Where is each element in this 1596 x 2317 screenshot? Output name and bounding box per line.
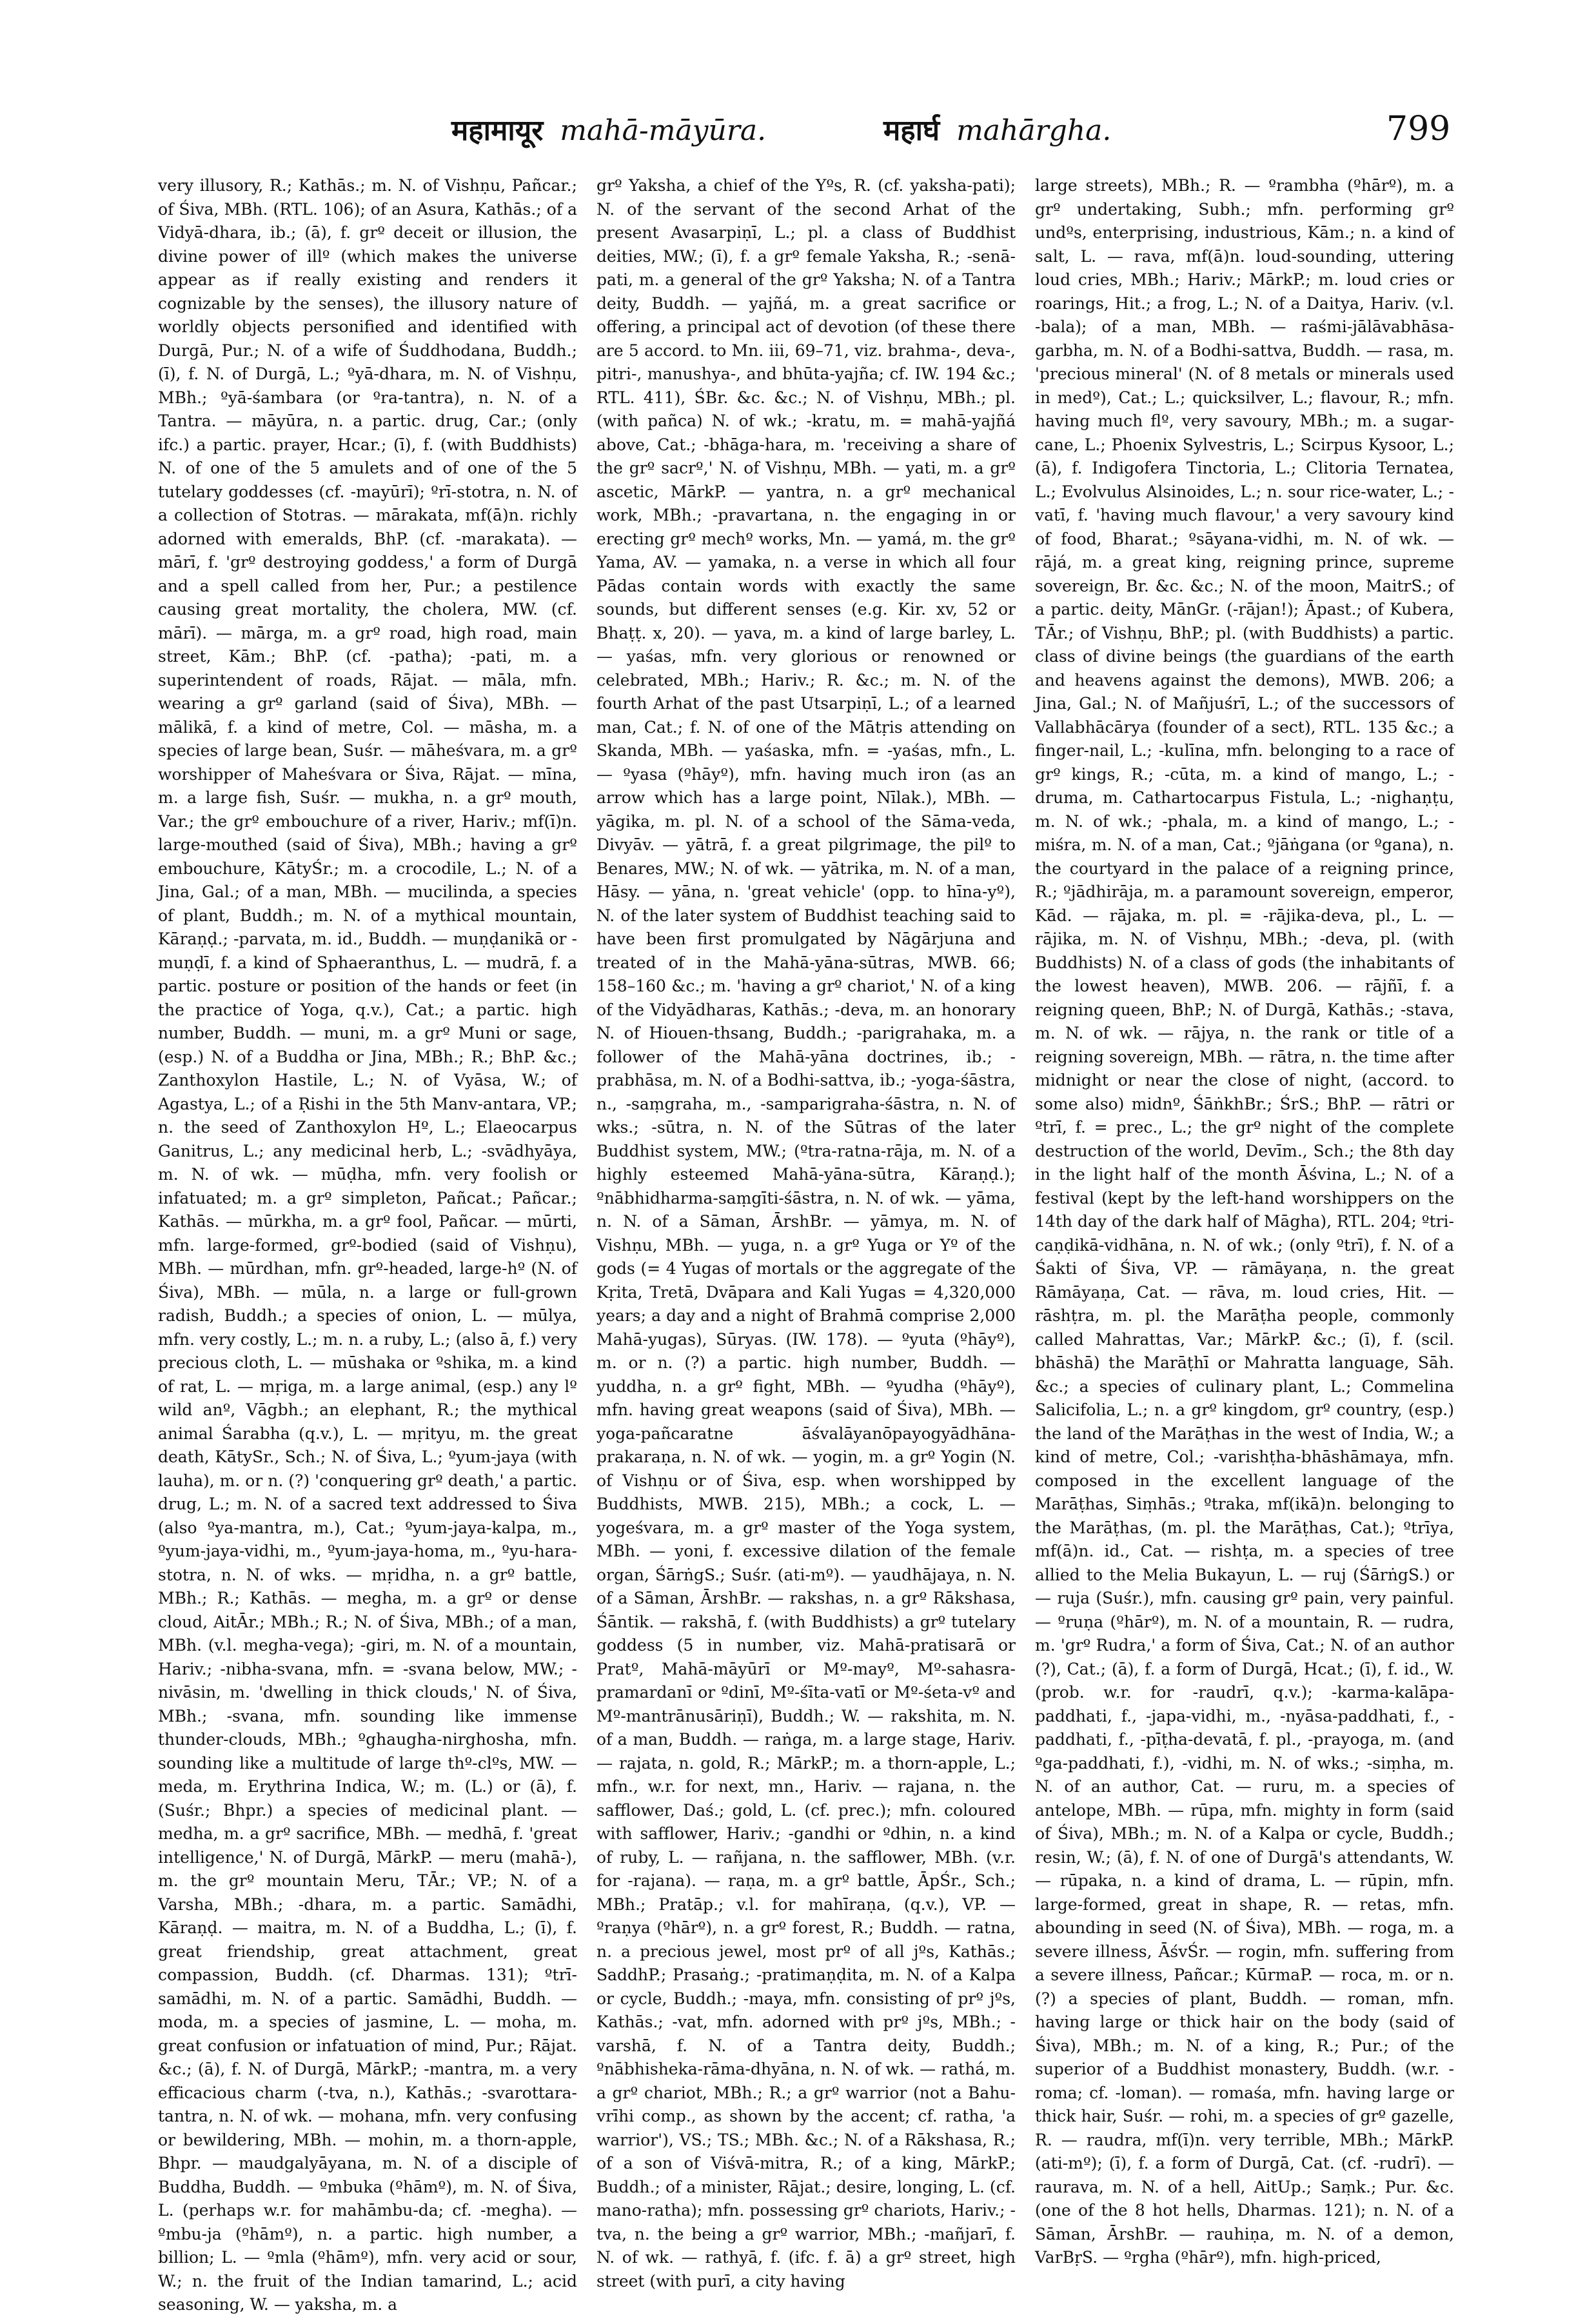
running-head-left-devanagari: महामायूर (451, 114, 544, 147)
running-head-left (451, 110, 766, 148)
column-3-text: large streets), MBh.; R. — ºrambha (ºhārº), m. a grº undertaking, Subh.; mfn. performing grº undºs, enterprising, industrious, Kām.; n. a kind of salt, L. — rava, mf(ā)n. loud-sounding, uttering loud cries, MBh.; Hariv.; MārkP.; m. loud cries or roarings, Hit.; a frog, L.; N. of a Daitya, Hariv. (v.l. -bala); of a man, MBh. — raśmi-jālāvabhāsa-garbha, m. N. of a Bodhi-sattva, Buddh. — rasa, m. 'precious mineral' (N. of 8 metals or minerals used in medº), Cat.; L.; quicksilver, L.; flavour, R.; mfn. having much flº, very savoury, MBh.; m. a sugar-cane, L.; Phoenix Sylvestris, L.; Scirpus Kysoor, L.; (ā), f. Indigofera Tinctoria, L.; Clitoria Ternatea, L.; Evolvulus Alsinoides, L.; n. sour rice-water, L.; -vatī, f. 'having much flavour,' a very savoury kind of food, Bharat.; ºsāyana-vidhi, m. N. of wk. — rājá, m. a great king, reigning prince, supreme sovereign, Br. &c. &c.; N. of the moon, MaitrS.; of a partic. deity, MānGr. (-rājan!); Āpast.; of Kubera, TĀr.; of Vishṇu, BhP.; pl. (with Buddhists) a partic. class of divine beings (the guardians of the earth and heavens against the demons), MWB. 206; a Jina, Gal.; N. of Mañjuśrī, L.; of the successors of Vallabhācārya (founder of a sect), RTL. 135 &c.; a finger-nail, L.; -kulīna, mfn. belonging to a race of grº kings, R.; -cūta, m. a kind of mango, L.; -druma, m. Cathartocarpus Fistula, L.; -nighaṇṭu, m. N. of wk.; -phala, m. a kind of mango, L.; -miśra, m. N. of a man, Cat.; ºjāṅgana (or ºgana), n. the courtyard in the palace of a reigning prince, R.; ºjādhirāja, m. a paramount sovereign, emperor, Kād. — rājaka, m. pl. = -rājika-deva, pl., L. — rājika, m. N. of Vishṇu, MBh.; -deva, pl. (with Buddhists) N. of a class of gods (the inhabitants of the lowest heaven), MWB. 206. — rājñī, f. a reigning queen, BhP.; N. of Durgā, Kathās.; -stava, m. N. of wk. — rājya, n. the rank or title of a reigning sovereign, MBh. — rātra, n. the time after midnight or near the close of night, (accord. to some also) midnº, ŚāṅkhBr.; ŚrS.; BhP. — rātri or ºtrī, f. = prec., L.; the grº night of the complete destruction of the world, Devīm., Sch.; the 8th day in the light half of the month Āśvina, L.; N. of a festival (kept by the left-hand worshippers on the 14th day of the dark half of Māgha), RTL. 204; ºtri-caṇḍikā-vidhāna, n. N. of wk.; (only ºtrī), f. N. of a Śakti of Śiva, VP. — rāmāyaṇa, n. the great Rāmāyaṇa, Cat. — rāva, m. loud cries, Hit. — rāshṭra, m. pl. the Marāṭha people, commonly called Mahrattas, Var.; MārkP. &c.; (ī), f. (scil. bhāshā) the Marāṭhī or Mahratta language, Sāh. &c.; a species of culinary plant, L.; Commelina Salicifolia, L.; n. a grº kingdom, grº country, (esp.) the land of the Marāṭhas in the west of India, W.; a kind of metre, Col.; -varishṭha-bhāshāmaya, mfn. composed in the excellent language of the Marāṭhas, Siṃhās.; ºtraka, mf(ikā)n. belonging to the Marāṭhas, (m. pl. the Marāṭhas, Cat.); ºtrīya, mf(ā)n. id., Cat. — rishṭa, m. a species of tree allied to the Melia Bukayun, L. — ruj (ŚārṅgS.) or — ruja (Suśr.), mfn. causing grº pain, very painful. — ºruṇa (ºhārº), m. N. of a mountain, R. — rudra, m. 'grº Rudra,' a form of Śiva, Cat.; N. of an author (?), Cat.; (ā), f. a form of Durgā, Hcat.; (ī), f. id., W. (prob. w.r. for -raudrī, q.v.); -karma-kalāpa-paddhati, f., -japa-vidhi, m., -nyāsa-paddhati, f., -paddhati, f., -pīṭha-devatā, f. pl., -prayoga, m. (and ºga-paddhati, f.), -vidhi, m. N. of wks.; -siṃha, m. N. of an author, Cat. — ruru, m. a species of antelope, MBh. — rūpa, mfn. mighty in form (said of Śiva), MBh.; m. N. of a Kalpa or cycle, Buddh.; resin, W.; (ā), f. N. of one of Durgā's attendants, W. — rūpaka, n. a kind of drama, L. — rūpin, mfn. large-formed, great in shape, R. — retas, mfn. abounding in seed (N. of Śiva), MBh. — roga, m. a severe illness, ĀśvŚr. — rogin, mfn. suffering from a severe illness, Pañcar.; KūrmaP. — roca, m. or n. (?) a species of plant, Buddh. — roman, mfn. having large or thick hair on the body (said of Śiva), MBh.; m. N. of a king, R.; Pur.; of the superior of a Buddhist monastery, Buddh. (w.r. -roma; cf. -loman). — romaśa, mfn. having large or thick hair, Suśr. — rohi, m. a species of grº gazelle, R. — raudra, mf(ī)n. very terrible, MBh.; MārkP. (ati-mº); (ī), f. a form of Durgā, Cat. (cf. -rudrī). — raurava, m. N. of a hell, AitUp.; Saṃk.; Pur. &c. (one of the 8 hot hells, Dharmas. 121); n. N. of a Sāman, ĀrshBr. — rauhiṇa, m. N. of a demon, VarBṛS. — ºrgha (ºhārº), mfn. high-priced, (1035, 176, 1454, 2267)
column-1-text: very illusory, R.; Kathās.; m. N. of Vishṇu, Pañcar.; of Śiva, MBh. (RTL. 106); of an Asura, Kathās.; of a Vidyā-dhara, ib.; (ā), f. grº deceit or illusion, the divine power of illº (which makes the universe appear as if really existing and renders it cognizable by the senses), the illusory nature of worldly objects personified and identified with Durgā, Pur.; N. of a wife of Śuddhodana, Buddh.; (ī), f. N. of Durgā, L.; ºyā-dhara, m. N. of Vishṇu, MBh.; ºyā-śambara (or ºra-tantra), n. N. of a Tantra. — māyūra, n. a partic. drug, Car.; (only ifc.) a partic. prayer, Hcar.; (ī), f. (with Buddhists) N. of one of the 5 amulets and of one of the 5 tutelary goddesses (cf. -mayūrī); ºrī-stotra, n. N. of a collection of Stotras. — mārakata, mf(ā)n. richly adorned with emeralds, BhP. (cf. -marakata). — mārī, f. 'grº destroying goddess,' a form of Durgā and a spell called from her, Pur.; a pestilence causing great mortality, the cholera, MW. (cf. mārī). — mārga, m. a grº road, high road, main street, Kām.; BhP. (cf. -patha); -pati, m. a superintendent of roads, Rājat. — māla, mfn. wearing a grº garland (said of Śiva), MBh. — mālikā, f. a kind of metre, Col. — māsha, m. a species of large bean, Suśr. — māheśvara, m. a grº worshipper of Maheśvara or Śiva, Rājat. — mīna, m. a large fish, Suśr. — mukha, n. a grº mouth, Var.; the grº embouchure of a river, Hariv.; mf(ī)n. large-mouthed (said of Śiva), MBh.; having a grº embouchure, KātyŚr.; m. a crocodile, L.; N. of a Jina, Gal.; of a man, MBh. — mucilinda, a species of plant, Buddh.; m. N. of a mythical mountain, Kāraṇḍ.; -parvata, m. id., Buddh. — muṇḍanikā or -muṇḍī, f. a kind of Sphaeranthus, L. — mudrā, f. a partic. posture or position of the hands or feet (in the practice of Yoga, q.v.), Cat.; a partic. high number, Buddh. — muni, m. a grº Muni or sage, (esp.) N. of a Buddha or Jina, MBh.; R.; BhP. &c.; Zanthoxylon Hastile, L.; N. of Vyāsa, W.; of Agastya, L.; of a Ṛishi in the 5th Manv-antara, VP.; n. the seed of Zanthoxylon Hº, L.; Elaeocarpus Ganitrus, L.; any medicinal herb, L.; -svādhyāya, m. N. of wk. — mūḍha, mfn. very foolish or infatuated; m. a grº simpleton, Pañcat.; Pañcar.; Kathās. — mūrkha, m. a grº fool, Pañcar. — mūrti, mfn. large-formed, grº-bodied (said of Vishṇu), MBh. — mūrdhan, mfn. grº-headed, large-hº (N. of Śiva), MBh. — mūla, n. a large or full-grown radish, Buddh.; a species of onion, L. — mūlya, mfn. very costly, L.; m. n. a ruby, L.; (also ā, f.) very precious cloth, L. — mūshaka or ºshika, m. a kind of rat, L. — mṛiga, m. a large animal, (esp.) any lº wild anº, Vāgbh.; an elephant, R.; the mythical animal Śarabha (q.v.), L. — mṛityu, m. the great death, KātySr., Sch.; N. of Śiva, L.; ºyum-jaya (with lauha), m. or n. (?) 'conquering grº death,' a partic. drug, L.; m. N. of a sacred text addressed to Śiva (also ºya-mantra, m.), Cat.; ºyum-jaya-kalpa, m., ºyum-jaya-vidhi, m., ºyum-jaya-homa, m., ºyu-hara-stotra, n. N. of wks. — mṛidha, n. a grº battle, MBh.; R.; Kathās. — megha, m. a grº or dense cloud, AitĀr.; MBh.; R.; N. of Śiva, MBh.; of a man, MBh. (v.l. megha-vega); -giri, m. N. of a mountain, Hariv.; -nibha-svana, mfn. = -svana below, MW.; -nivāsin, m. 'dwelling in thick clouds,' N. of Śiva, MBh.; -svana, mfn. sounding like immense thunder-clouds, MBh.; ºghaugha-nirghosha, mfn. sounding like a multitude of large thº-clºs, MW. — meda, m. Erythrina Indica, W.; m. (L.) or (ā), f. (Suśr.; Bhpr.) a species of medicinal plant. — medha, m. a grº sacrifice, MBh. — medhā, f. 'great intelligence,' N. of Durgā, MārkP. — meru (mahā-), m. the grº mountain Meru, TĀr.; VP.; N. of a Varsha, MBh.; -dhara, m. a partic. Samādhi, Kāraṇḍ. — maitra, m. N. of a Buddha, L.; (ī), f. great friendship, great attachment, great compassion, Buddh. (cf. Dharmas. 131); ºtrī-samādhi, m. N. of a partic. Samādhi, Buddh. — moda, m. a species of jasmine, L. — moha, m. great confusion or infatuation of mind, Pur.; Rājat. &c.; (ā), f. N. of Durgā, MārkP.; -mantra, m. a very efficacious charm (-tva, n.), Kathās.; -svarottara-tantra, n. N. of wk. — mohana, mfn. very confusing or bewildering, MBh. — mohin, m. a thorn-apple, Bhpr. — maudgalyāyana, m. N. of a disciple of Buddha, Buddh. — ºmbuka (ºhāmº), m. N. of Śiva, L. (perhaps w.r. for mahāmbu-da; cf. -megha). — ºmbu-ja (ºhāmº), n. a partic. high number, a billion; L. — ºmla (ºhāmº), mfn. very acid or sour, W.; n. the fruit of the Indian tamarind, L.; acid seasoning, W. — yaksha, m. a (158, 176, 577, 2314)
running-head-left-translit: mahā-māyūra. (560, 114, 767, 147)
running-head-right-devanagari: महार्घ (883, 114, 940, 147)
page-header (0, 110, 1596, 161)
page-number: 799 (1386, 110, 1451, 148)
dictionary-body (158, 174, 1454, 2314)
running-head-right (883, 110, 1111, 148)
column-2 (596, 174, 1016, 2291)
column-3 (1035, 174, 1454, 2267)
running-head-right-translit: mahārgha. (956, 114, 1112, 147)
column-1 (158, 174, 577, 2314)
column-2-text: grº Yaksha, a chief of the Yºs, R. (cf. yaksha-pati); N. of the servant of the second Arhat of the present Avasarpiṇī, L.; pl. a class of Buddhist deities, MW.; (ī), f. a grº female Yaksha, R.; -senā-pati, m. a general of the grº Yaksha; N. of a Tantra deity, Buddh. — yajñá, m. a great sacrifice or offering, a principal act of devotion (of these there are 5 accord. to Mn. iii, 69–71, viz. brahma-, deva-, pitri-, manushya-, and bhūta-yajña; cf. IW. 194 &c.; RTL. 411), ŚBr. &c. &c.; N. of Vishṇu, MBh.; pl. (with pañca) N. of wk.; -kratu, m. = mahā-yajñá above, Cat.; -bhāga-hara, m. 'receiving a share of the grº sacrº,' N. of Vishṇu, MBh. — yati, m. a grº ascetic, MārkP. — yantra, n. a grº mechanical work, MBh.; -pravartana, n. the engaging in or erecting grº mechº works, Mn. — yamá, m. the grº Yama, AV. — yamaka, n. a verse in which all four Pādas contain words with exactly the same sounds, but different senses (e.g. Kir. xv, 52 or Bhaṭṭ. x, 20). — yava, m. a kind of large barley, L. — yaśas, mfn. very glorious or renowned or celebrated, MBh.; Hariv.; R. &c.; m. N. of the fourth Arhat of the past Utsarpiṇī, L.; of a learned man, Cat.; f. N. of one of the Mātṛis attending on Skanda, MBh. — yaśaska, mfn. = -yaśas, mfn., L. — ºyasa (ºhāyº), mfn. having much iron (as an arrow which has a large point, Nīlak.), MBh. — yāgika, m. pl. N. of a school of the Sāma-veda, Divyāv. — yātrā, f. a great pilgrimage, the pilº to Benares, MW.; N. of wk. — yātrika, m. N. of a man, Hāsy. — yāna, n. 'great vehicle' (opp. to hīna-yº), N. of the later system of Buddhist teaching said to have been first promulgated by Nāgārjuna and treated of in the Mahā-yāna-sūtras, MWB. 66; 158–160 &c.; m. 'having a grº chariot,' N. of a king of the Vidyādharas, Kathās.; -deva, m. an honorary N. of Hiouen-thsang, Buddh.; -parigrahaka, m. a follower of the Mahā-yāna doctrines, ib.; -prabhāsa, m. N. of a Bodhi-sattva, ib.; -yoga-śāstra, n., -saṃgraha, m., -samparigraha-śāstra, n. N. of wks.; -sūtra, n. N. of the Sūtras of the later Buddhist system, MW.; (ºtra-ratna-rāja, m. N. of a highly esteemed Mahā-yāna-sūtra, Kāraṇḍ.); ºnābhidharma-saṃgīti-śāstra, n. N. of wk. — yāma, n. N. of a Sāman, ĀrshBr. — yāmya, m. N. of Vishṇu, MBh. — yuga, n. a grº Yuga or Yº of the gods (= 4 Yugas of mortals or the aggregate of the Kṛita, Tretā, Dvāpara and Kali Yugas = 4,320,000 years; a day and a night of Brahmā comprise 2,000 Mahā-yugas), Sūryas. (IW. 178). — ºyuta (ºhāyº), m. or n. (?) a partic. high number, Buddh. — yuddha, n. a grº fight, MBh. — ºyudha (ºhāyº), mfn. having great weapons (said of Śiva), MBh. — yoga-pañcaratne āśvalāyanōpayogyādhāna-prakaraṇa, n. N. of wk. — yogin, m. a grº Yogin (N. of Vishṇu or of Śiva, esp. when worshipped by Buddhists, MWB. 215), MBh.; a cock, L. — yogeśvara, m. a grº master of the Yoga system, MBh. — yoni, f. excessive dilation of the female organ, ŚārṅgS.; Suśr. (ati-mº). — yaudhājaya, n. N. of a Sāman, ĀrshBr. — rakshas, n. a grº Rākshasa, Śāntik. — rakshā, f. (with Buddhists) a grº tutelary goddess (5 in number, viz. Mahā-pratisarā or Pratº, Mahā-māyūrī or Mº-mayº, Mº-sahasra-pramardanī or ºdinī, Mº-śīta-vatī or Mº-śeta-vº and Mº-mantrānusāriṇī), Buddh.; W. — rakshita, m. N. of a man, Buddh. — raṅga, m. a large stage, Hariv. — rajata, n. gold, R.; MārkP.; m. a thorn-apple, L.; mfn., w.r. for next, mn., Hariv. — rajana, n. the safflower, Daś.; gold, L. (cf. prec.); mfn. coloured with safflower, Hariv.; -gandhi or ºdhin, n. a kind of ruby, L. — rañjana, n. the safflower, MBh. (v.r. for -rajana). — raṇa, m. a grº battle, ĀpŚr., Sch.; MBh.; Pratāp.; v.l. for mahīraṇa, (q.v.), VP. — ºraṇya (ºhārº), n. a grº forest, R.; Buddh. — ratna, n. a precious jewel, most prº of all jºs, Kathās.; SaddhP.; Prasaṅg.; -pratimaṇḍita, m. N. of a Kalpa or cycle, Buddh.; -maya, mfn. consisting of prº jºs, Kathās.; -vat, mfn. adorned with prº jºs, MBh.; -varshā, f. N. of a Tantra deity, Buddh.; ºnābhisheka-rāma-dhyāna, n. N. of wk. — rathá, m. a grº chariot, MBh.; R.; a grº warrior (not a Bahu-vrīhi comp., as shown by the accent; cf. ratha, 'a warrior'), VS.; TS.; MBh. &c.; N. of a Rākshasa, R.; of a son of Viśvā-mitra, R.; of a king, MārkP.; Buddh.; of a minister, Rājat.; desire, longing, L. (cf. mano-ratha); mfn. possessing grº chariots, Hariv.; -tva, n. the being a grº warrior, MBh.; -mañjarī, f. N. of wk. — rathyā, f. (ifc. f. ā) a grº street, high street (with purī, a city having (596, 176, 1016, 2291)
